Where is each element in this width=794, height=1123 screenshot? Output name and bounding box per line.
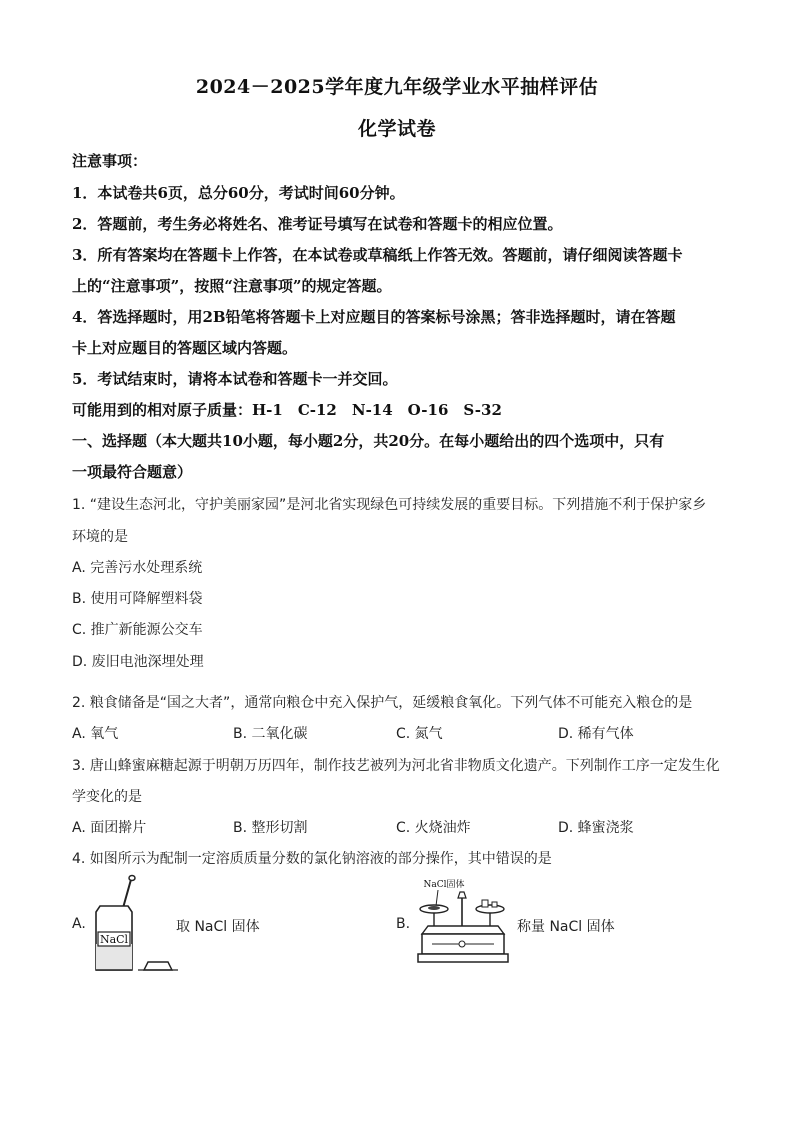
notice-item-4-cont: 卡上对应题目的答题区域内答题。 <box>72 339 298 357</box>
question-3-stem-cont: 学变化的是 <box>72 789 142 805</box>
notice-item-5: 5．考试结束时，请将本试卷和答题卡一并交回。 <box>72 370 398 388</box>
question-3-stem: 3. 唐山蜂蜜麻糖起源于明朝万历四年，制作技艺被列为河北省非物质文化遗产。下列制作工序一定发生化 <box>72 758 720 774</box>
notice-item-3-cont: 上的“注意事项”，按照“注意事项”的规定答题。 <box>72 277 392 295</box>
question-4-option-a-caption: 取 NaCl 固体 <box>176 919 260 935</box>
question-3-option-d: D. 蜂蜜浇浆 <box>558 820 634 836</box>
question-3-option-c: C. 火烧油炸 <box>396 820 471 836</box>
question-1-option-b: B. 使用可降解塑料袋 <box>72 591 203 607</box>
notice-item-4: 4．答选择题时，用2B铅笔将答题卡上对应题目的答案标号涂黑；答非选择题时，请在答题 <box>72 308 676 326</box>
question-3-option-b: B. 整形切割 <box>233 820 308 836</box>
notice-item-2: 2．答题前，考生务必将姓名、准考证号填写在试卷和答题卡的相应位置。 <box>72 215 563 233</box>
balance-illustration <box>414 876 514 968</box>
notice-heading: 注意事项： <box>72 152 148 170</box>
atomic-masses: 可能用到的相对原子质量：H-1 C-12 N-14 O-16 S-32 <box>72 401 502 419</box>
question-4-option-a-letter: A. <box>72 916 86 932</box>
question-4-option-b-letter: B. <box>396 916 411 932</box>
exam-title: 2024－2025学年度九年级学业水平抽样评估 <box>195 76 599 98</box>
notice-item-3: 3．所有答案均在答题卡上作答，在本试卷或草稿纸上作答无效。答题前，请仔细阅读答题卡 <box>72 246 683 264</box>
question-4-stem: 4. 如图所示为配制一定溶质质量分数的氯化钠溶液的部分操作，其中错误的是 <box>72 851 552 867</box>
question-3-option-a: A. 面团擀片 <box>72 820 147 836</box>
question-1-stem: 1. “建设生态河北，守护美丽家园”是河北省实现绿色可持续发展的重要目标。下列措施不利于保护家乡 <box>72 497 707 513</box>
question-2-option-a: A. 氧气 <box>72 726 119 742</box>
question-2-option-b: B. 二氧化碳 <box>233 726 308 742</box>
balance-pan-label: NaCl固体 <box>423 880 465 890</box>
question-1-option-c: C. 推广新能源公交车 <box>72 622 203 638</box>
question-1-option-d: D. 废旧电池深埋处理 <box>72 654 204 670</box>
exam-subtitle: 化学试卷 <box>357 118 436 140</box>
question-2-stem: 2. 粮食储备是“国之大者”，通常向粮仓中充入保护气，延缓粮食氧化。下列气体不可能充入粮仓的是 <box>72 695 693 711</box>
section-heading: 一、选择题（本大题共10小题，每小题2分，共20分。在每小题给出的四个选项中，只有 <box>72 432 665 450</box>
question-2-option-c: C. 氮气 <box>396 726 443 742</box>
section-heading-cont: 一项最符合题意） <box>72 463 193 481</box>
question-1-option-a: A. 完善污水处理系统 <box>72 560 203 576</box>
reagent-jar-illustration <box>88 874 180 974</box>
question-4-option-b-caption: 称量 NaCl 固体 <box>517 919 615 935</box>
notice-item-1: 1．本试卷共6页，总分60分，考试时间60分钟。 <box>72 184 405 202</box>
question-1-stem-cont: 环境的是 <box>72 529 128 545</box>
reagent-jar-label: NaCl <box>99 933 129 946</box>
question-2-option-d: D. 稀有气体 <box>558 726 634 742</box>
